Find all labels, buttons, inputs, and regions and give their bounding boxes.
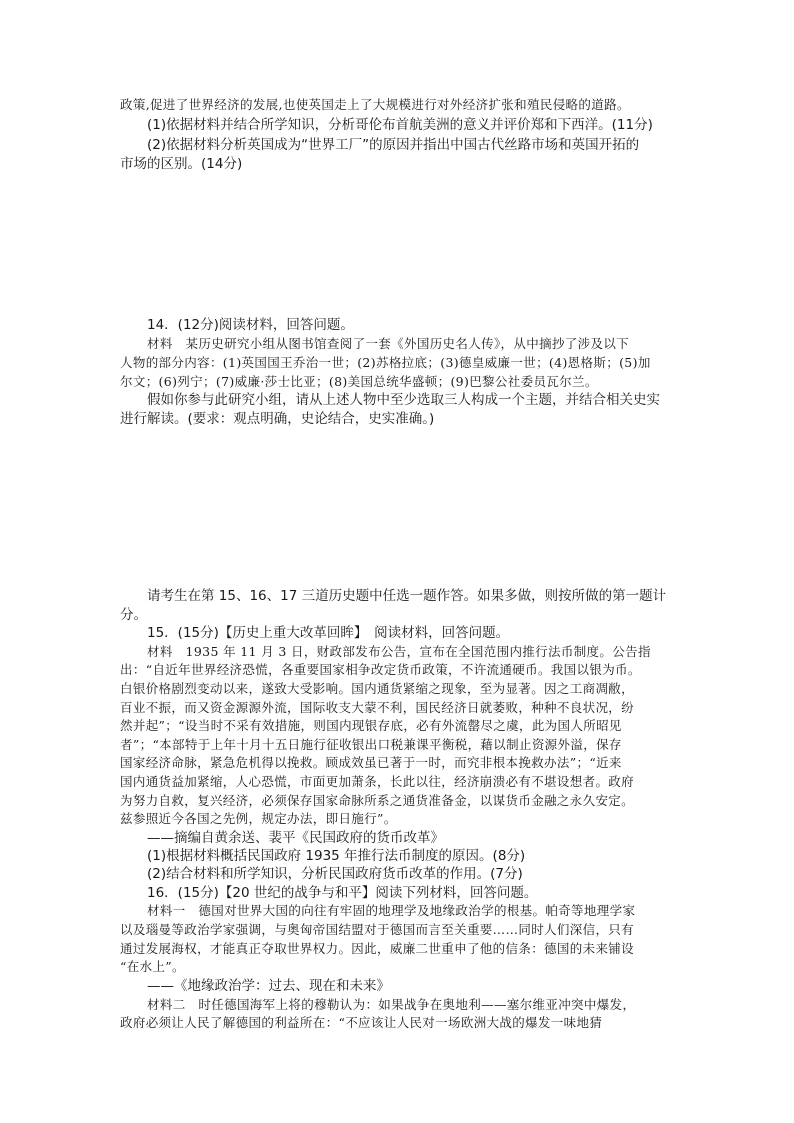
source-line: ——《地缘政治学：过去、现在和未来》 bbox=[147, 978, 390, 994]
task-line: 假如你参与此研究小组，请从上述人物中至少选取三人构成一个主题，并结合相关史实 bbox=[147, 392, 660, 408]
material-line: 白银价格剧烈变动以来，遂致大受影响。国内通货紧缩之现象，至为显著。因之工商凋敝， bbox=[120, 681, 635, 696]
question-line: (1)依据材料并结合所学知识，分析哥伦布首航美洲的意义并评价郑和下西洋。(11分) bbox=[147, 117, 653, 133]
task-line: 进行解读。(要求：观点明确，史论结合，史实准确。) bbox=[120, 411, 435, 427]
question-line: (2)依据材料分析英国成为“世界工厂”的原因并指出中国古代丝路市场和英国开拓的 bbox=[147, 137, 640, 153]
material-line: 政府必须让人民了解德国的利益所在：“不应该让人民对一场欧洲大战的爆发一味地猜 bbox=[120, 1015, 603, 1030]
question-line: (2)结合材料和所学知识，分析民国政府货币改革的作用。(7分) bbox=[147, 866, 523, 882]
material-line: 人物的部分内容：(1)英国国王乔治一世；(2)苏格拉底；(3)德皇威廉一世；(4)恩格斯；(5)加 bbox=[120, 355, 651, 370]
material-line: 为努力自救，复兴经济，必须保存国家命脉所系之通货准备金，以谋货币金融之永久安定。 bbox=[120, 793, 635, 808]
material-line: 国家经济命脉，紧急危机得以挽救。顾成效虽已著于一时，而究非根本挽救办法”；“近来 bbox=[120, 755, 622, 770]
material-line: 以及瑙曼等政治学家强调，与奥匈帝国结盟对于德国而言至关重要……同时人们深信，只有 bbox=[120, 922, 635, 937]
question-line: 市场的区别。(14分) bbox=[120, 156, 243, 172]
question-line: (1)根据材料概括民国政府 1935 年推行法币制度的原因。(8分) bbox=[147, 848, 526, 864]
material-line: 材料 1935 年 11 月 3 日，财政部发布公告，宣布在全国范围内推行法币制度。公告指 bbox=[147, 644, 651, 659]
material-line: 尔文；(6)列宁；(7)威廉·莎士比亚；(8)美国总统华盛顿；(9)巴黎公社委员瓦尔兰。 bbox=[120, 374, 598, 389]
material-line: 材料 某历史研究小组从图书馆查阅了一套《外国历史名人传》，从中摘抄了涉及以下 bbox=[147, 336, 630, 351]
material-line: 者”；“本部特于上年十月十五日施行征收银出口税兼课平衡税，藉以制止资源外溢，保存 bbox=[120, 737, 622, 752]
material-line: 通过发展海权，才能真正夺取世界权力。因此，威廉二世重申了他的信条：德国的未来铺设 bbox=[120, 941, 635, 956]
material-line: 然并起”；“设当时不采有效措施，则国内现银存底，必有外流罄尽之虞，此为国人所昭见 bbox=[120, 718, 622, 733]
material-line: 材料一 德国对世界大国的向往有牢固的地理学及地缘政治学的根基。帕奇等地理学家 bbox=[147, 903, 636, 918]
instruction-line: 请考生在第 15、16、17 三道历史题中任选一题作答。如果多做，则按所做的第一题计 bbox=[147, 588, 667, 604]
question-header: 16．(15分)【20 世纪的战争与和平】阅读下列材料，回答问题。 bbox=[147, 885, 538, 901]
material-line: 国内通货益加紧缩，人心恐慌，市面更加萧条，长此以往，经济崩溃必有不堪设想者。政府 bbox=[120, 774, 635, 789]
question-header: 15．(15分)【历史上重大改革回眸】 阅读材料，回答问题。 bbox=[147, 625, 510, 641]
material-line: 材料二 时任德国海军上将的穆勒认为：如果战争在奥地利——塞尔维亚冲突中爆发， bbox=[147, 997, 636, 1012]
source-line: ——摘编自黄余送、裴平《民国政府的货币改革》 bbox=[147, 830, 444, 846]
instruction-line: 分。 bbox=[120, 607, 147, 623]
material-line: “在水上”。 bbox=[120, 959, 185, 974]
question-header: 14．(12分)阅读材料，回答问题。 bbox=[147, 317, 354, 333]
material-line: 出：“自近年世界经济恐慌，各重要国家相争改定货币政策，不许流通硬币。我国以银为币。 bbox=[120, 662, 641, 677]
material-line: 百业不振，而又资金源源外流，国际收支大蒙不利，国民经济日就萎败，种种不良状况，纷 bbox=[120, 700, 635, 715]
text-line: 政策,促进了世界经济的发展,也使英国走上了大规模进行对外经济扩张和殖民侵略的道路。 bbox=[120, 97, 630, 112]
material-line: 兹参照近今各国之先例，规定办法，即日施行”。 bbox=[120, 811, 397, 826]
